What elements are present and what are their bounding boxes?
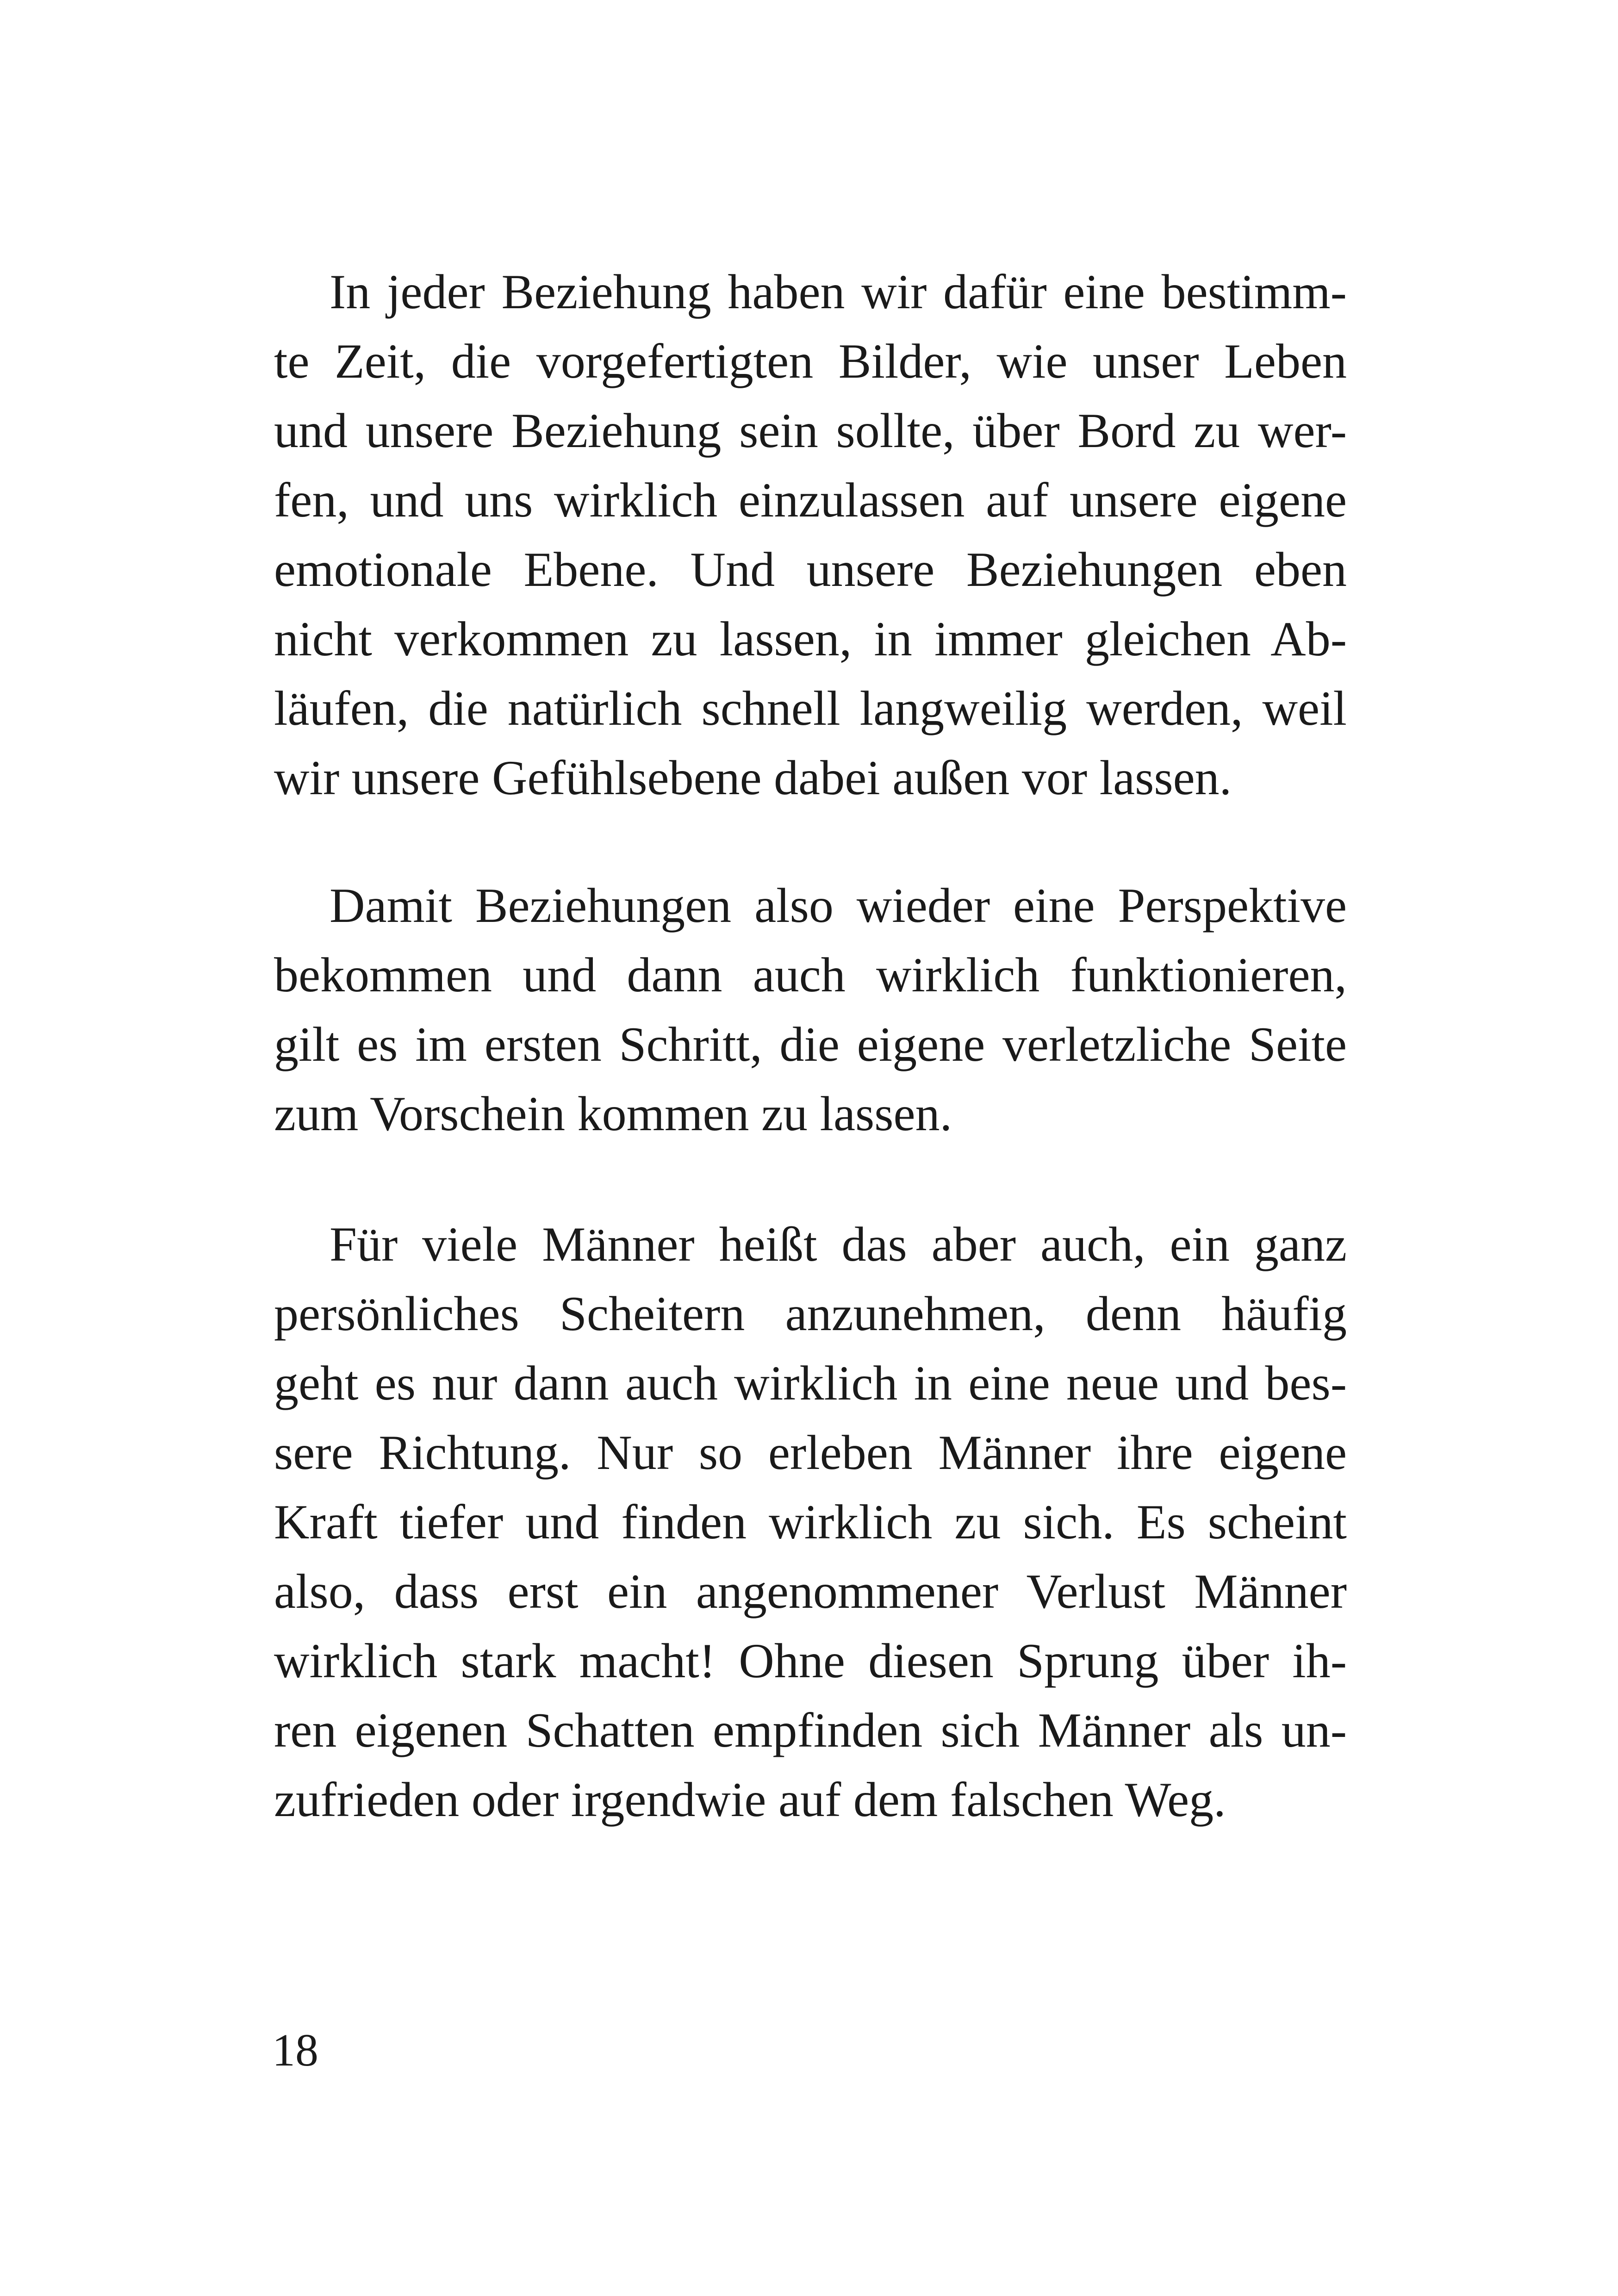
text-line: Für viele Männer heißt das aber auch, ein ganz bbox=[330, 1217, 1347, 1271]
text-line: sere Richtung. Nur so erleben Männer ihre eigene bbox=[274, 1425, 1347, 1480]
page-number: 18 bbox=[272, 2024, 318, 2076]
text-line: und unsere Beziehung sein sollte, über Bord zu wer- bbox=[274, 404, 1347, 458]
text-line: Damit Beziehungen also wieder eine Perspektive bbox=[330, 878, 1347, 933]
text-line: wirklich stark macht! Ohne diesen Sprung über ih- bbox=[274, 1634, 1347, 1688]
text-line: wir unsere Gefühlsebene dabei außen vor lassen. bbox=[274, 751, 1232, 805]
text-line: zum Vorschein kommen zu lassen. bbox=[274, 1087, 952, 1141]
text-line: nicht verkommen zu lassen, in immer gleichen Ab- bbox=[274, 612, 1347, 666]
text-line: emotionale Ebene. Und unsere Beziehungen eben bbox=[274, 542, 1347, 597]
text-line: gilt es im ersten Schritt, die eigene verletzliche Seite bbox=[274, 1017, 1347, 1071]
paragraph-1 bbox=[274, 257, 1347, 813]
text-line: bekommen und dann auch wirklich funktionieren, bbox=[274, 948, 1347, 1002]
text-line: te Zeit, die vorgefertigten Bilder, wie unser Leben bbox=[274, 334, 1347, 388]
text-line: ren eigenen Schatten empfinden sich Männer als un- bbox=[274, 1703, 1347, 1757]
text-line: fen, und uns wirklich einzulassen auf unsere eigene bbox=[274, 473, 1347, 527]
text-line: In jeder Beziehung haben wir dafür eine bestimm- bbox=[330, 265, 1347, 319]
text-line: persönliches Scheitern anzunehmen, denn häufig bbox=[274, 1287, 1347, 1341]
text-line: läufen, die natürlich schnell langweilig werden, weil bbox=[274, 681, 1347, 735]
text-line: geht es nur dann auch wirklich in eine neue und bes- bbox=[274, 1356, 1347, 1410]
text-line: zufrieden oder irgendwie auf dem falschen Weg. bbox=[274, 1773, 1226, 1827]
paragraph-3 bbox=[274, 1210, 1347, 1835]
paragraph-2 bbox=[274, 871, 1347, 1149]
text-line: also, dass erst ein angenommener Verlust Männer bbox=[274, 1564, 1347, 1618]
text-line: Kraft tiefer und finden wirklich zu sich. Es scheint bbox=[274, 1495, 1347, 1549]
